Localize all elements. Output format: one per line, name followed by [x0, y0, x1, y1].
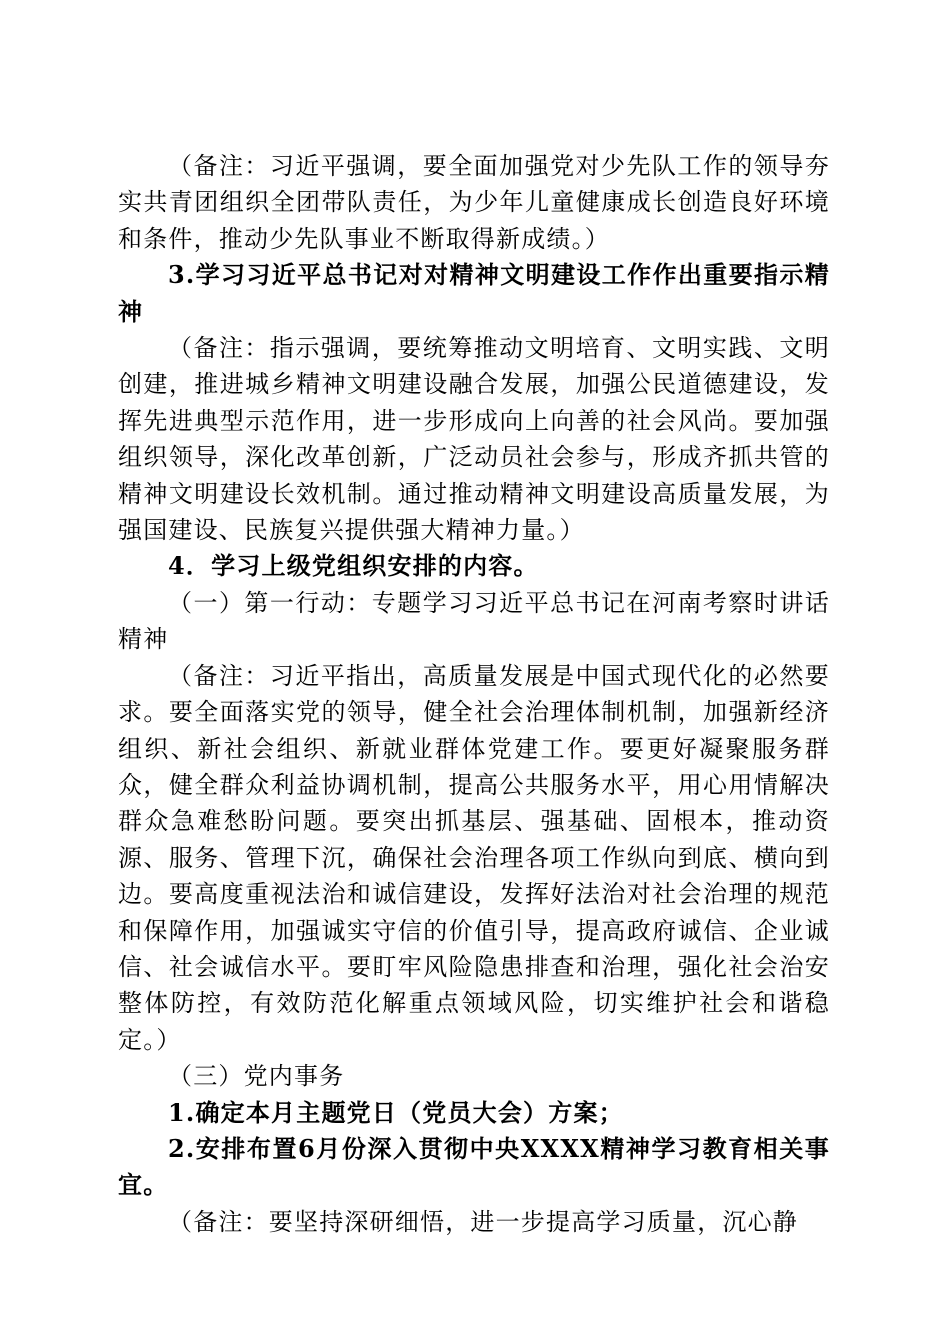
subsection-heading: （一）第一行动：专题学习习近平总书记在河南考察时讲话精神 — [118, 588, 830, 654]
section-heading: 3.学习习近平总书记对对精神文明建设工作作出重要指示精神 — [118, 260, 830, 326]
note-paragraph: （备注：指示强调，要统筹推动文明培育、文明实践、文明创建，推进城乡精神文明建设融合发展，加强公民道德建设，发挥先进典型示范作用，进一步形成向上向善的社会风尚。要加强组织领导，深化改革创新，广泛动员社会参与，形成齐抓共管的精神文明建设长效机制。通过推动精神文明建设高质量发展，为强国建设、民族复兴提供强大精神力量。） — [118, 334, 830, 545]
note-paragraph: （备注：习近平指出，高质量发展是中国式现代化的必然要求。要全面落实党的领导，健全社会治理体制机制，加强新经济组织、新社会组织、新就业群体党建工作。要更好凝聚服务群众，健全群众利益协调机制，提高公共服务水平，用心用情解决群众急难愁盼问题。要突出抓基层、强基础、固根本，推动资源、服务、管理下沉，确保社会治理各项工作纵向到底、横向到边。要高度重视法治和诚信建设，发挥好法治对社会治理的规范和保障作用，加强诚实守信的价值引导，提高政府诚信、企业诚信、社会诚信水平。要盯牢风险隐患排查和治理，强化社会治安整体防控，有效防范化解重点领域风险，切实维护社会和谐稳定。） — [118, 661, 830, 1054]
note-paragraph: （备注：要坚持深研细悟，进一步提高学习质量，沉心静 — [168, 1207, 798, 1236]
section-heading: 2.安排布置6月份深入贯彻中央XXXX精神学习教育相关事宜。 — [118, 1133, 830, 1200]
section-heading: 4．学习上级党组织安排的内容。 — [168, 551, 539, 581]
document-page — [118, 148, 830, 1240]
note-paragraph: （备注：习近平强调，要全面加强党对少先队工作的领导夯实共青团组织全团带队责任，为少年儿童健康成长创造良好环境和条件，推动少先队事业不断取得新成绩。） — [118, 152, 830, 253]
subsection-heading: （三）党内事务 — [168, 1062, 345, 1091]
section-heading: 1.确定本月主题党日（党员大会）方案； — [168, 1097, 624, 1127]
